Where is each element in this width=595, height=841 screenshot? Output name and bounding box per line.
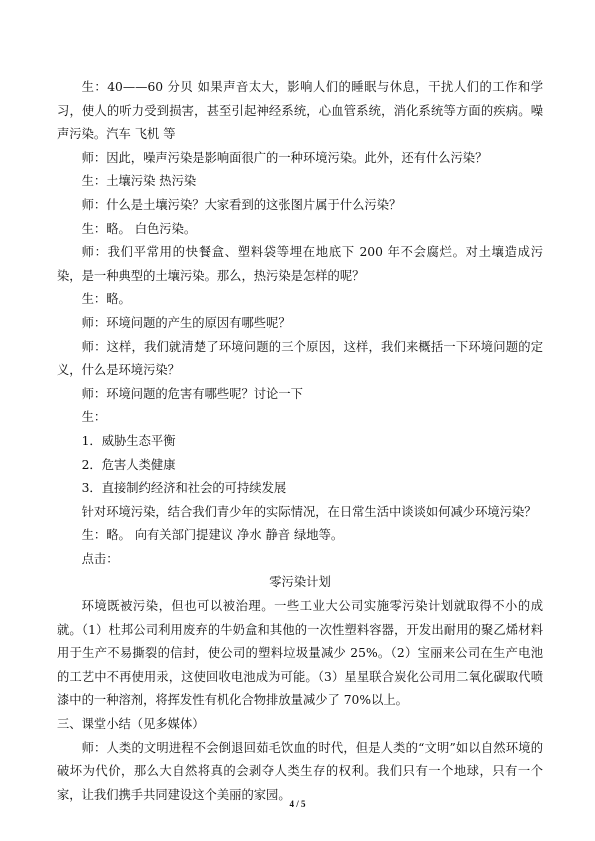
paragraph: 师：我们平常用的快餐盒、塑料袋等埋在地底下 200 年不会腐烂。对土壤造成污染，是一种典型的土壤污染。那么，热污染是怎样的呢？ — [57, 245, 543, 283]
paragraph: 生：土壤污染 热污染 — [81, 174, 197, 189]
paragraph: 师：环境问题的产生的原因有哪些呢？ — [81, 315, 291, 330]
paragraph: 师：因此，噪声污染是影响面很广的一种环境污染。此外，还有什么污染？ — [81, 150, 488, 165]
paragraph: 师：环境问题的危害有哪些呢？讨论一下 — [81, 386, 303, 401]
paragraph: 生：略。 白色污染。 — [81, 221, 197, 236]
paragraph: 生：40——60 分贝 如果声音太大，影响人们的睡眠与休息，干扰人们的工作和学习，使人的听力受到损害，甚至引起神经系统，心血管系统，消化系统等方面的疾病。噪声污染。汽车 飞机 等 — [57, 80, 543, 142]
paragraph: 生：略。 向有关部门提建议 净水 静音 绿地等。 — [81, 528, 344, 543]
paragraph: 三、课堂小结（见多媒体） — [57, 717, 205, 732]
paragraph: 点击： — [81, 551, 119, 566]
list-item: 1．威胁生态平衡 — [81, 433, 176, 448]
list-item: 3．直接制约经济和社会的可持续发展 — [81, 481, 287, 496]
page-number: 4 / 5 — [289, 799, 306, 809]
paragraph: 生：略。 — [81, 292, 131, 307]
document-body — [57, 76, 543, 807]
paragraph: 针对环境污染，结合我们青少年的实际情况，在日常生活中谈谈如何减少环境污染？ — [81, 504, 537, 519]
section-heading: 零污染计划 — [269, 575, 331, 590]
paragraph: 师：什么是土壤污染？大家看到的这张图片属于什么污染？ — [81, 197, 402, 212]
paragraph: 生： — [81, 410, 107, 425]
paragraph: 师：人类的文明进程不会倒退回茹毛饮血的时代，但是人类的“文明”如以自然环境的破坏为代价，那么大自然将真的会剥夺人类生存的权利。我们只有一个地球，只有一个家，让我们携手共同建设这个美丽的家园。 — [57, 740, 543, 802]
paragraph: 环境既被污染，但也可以被治理。一些工业大公司实施零污染计划就取得不小的成就。（1）杜邦公司利用废弃的牛奶盒和其他的一次性塑料容器，开发出耐用的聚乙烯材料用于生产不易撕裂的信封，使公司的塑料垃圾量减少 25%。（2）宝丽来公司在生产电池的工艺中不再使用汞，这使回收电池成为可能。（3）星星联合炭化公司用二氧化碳取代喷漆中的一种溶剂，将挥发性有机化合物排放量减少了 70%以上。 — [57, 599, 543, 708]
list-item: 2．危害人类健康 — [81, 457, 176, 472]
paragraph: 师：这样，我们就清楚了环境问题的三个原因，这样，我们来概括一下环境问题的定义，什么是环境污染？ — [57, 339, 543, 378]
